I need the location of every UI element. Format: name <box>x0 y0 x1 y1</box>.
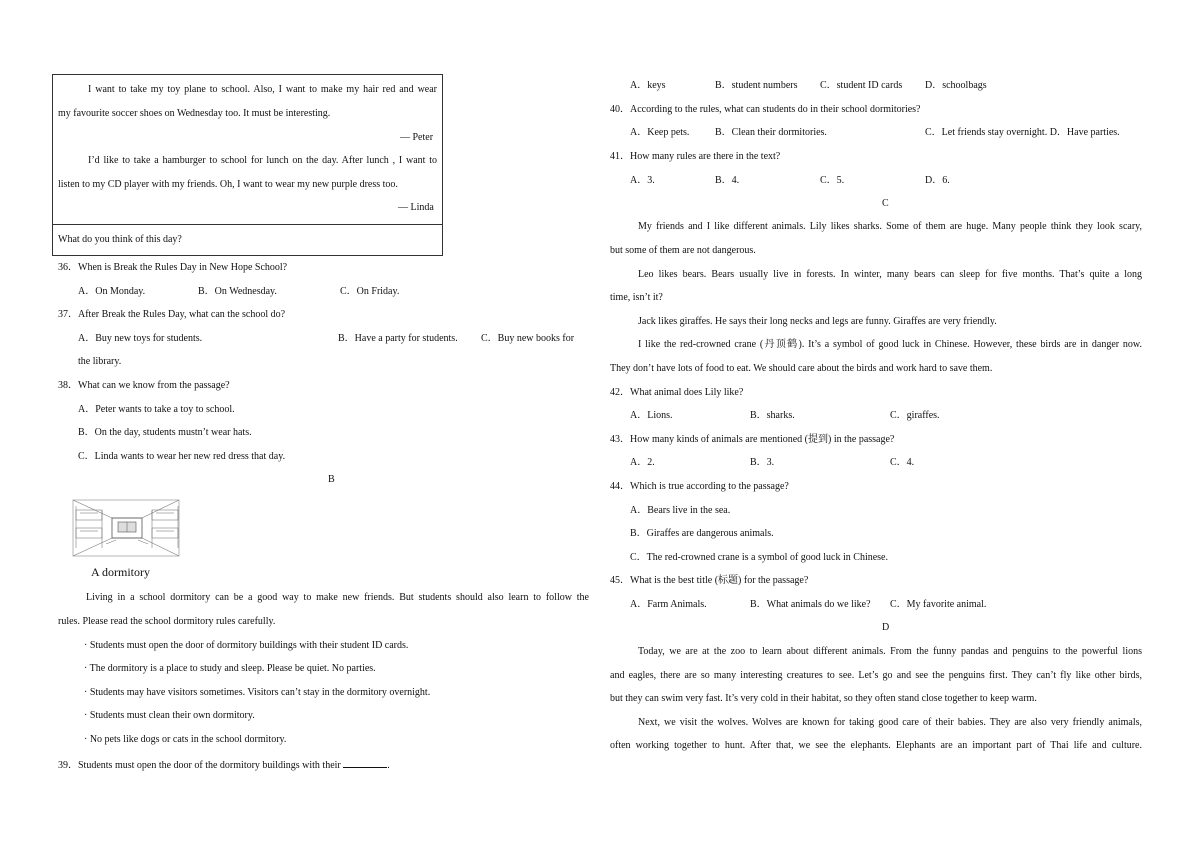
q38-option-b: B．On the day, students mustn’t wear hats. <box>78 427 252 438</box>
q39-option-c: C．student ID cards <box>820 80 903 91</box>
linda-signature: — Linda <box>398 202 434 213</box>
rule-1: · Students must open the door of dormitory buildings with their student ID cards. <box>84 640 409 651</box>
q37-option-a: A．Buy new toys for students. <box>78 333 203 344</box>
passage-c-line-4: time, isn’t it? <box>610 292 663 303</box>
q43-stem: 43．How many kinds of animals are mentioned (提到) in the passage? <box>610 434 895 445</box>
passage-d-line-5: often working together to hunt. After that, we see the elephants. Elephants are an important part of Thai life and culture. <box>610 740 1142 751</box>
q42-option-b: B．sharks. <box>750 410 795 421</box>
q39-stem-text: 39．Students must open the door of the dormitory buildings with their <box>58 760 341 771</box>
q37-option-b: B．Have a party for students. <box>338 333 458 344</box>
q40-option-b: B．Clean their dormitories. <box>715 127 827 138</box>
passage-c-line-3: Leo likes bears. Bears usually live in forests. In winter, many bears can sleep for five months. That’s quite a long <box>638 269 1142 280</box>
q40-option-cd: C．Let friends stay overnight. D．Have parties. <box>925 127 1120 138</box>
q45-option-b: B．What animals do we like? <box>750 599 871 610</box>
linda-line-2: listen to my CD player with my friends. Oh, I want to wear my new purple dress too. <box>58 179 398 190</box>
q39-stem <box>58 758 390 772</box>
linda-line-1: I’d like to take a hamburger to school for lunch on the day. After lunch , I want to <box>88 155 437 166</box>
peter-line-1: I want to take my toy plane to school. Also, I want to make my hair red and wear <box>88 84 437 95</box>
q39-option-b: B．student numbers <box>715 80 798 91</box>
passage-c-line-1: My friends and I like different animals. Lily likes sharks. Some of them are huge. Many people think they look scary, <box>638 221 1142 232</box>
q37-stem: 37．After Break the Rules Day, what can the school do? <box>58 309 286 320</box>
q40-option-a: A．Keep pets. <box>630 127 690 138</box>
q37-option-c: C．Buy new books for <box>481 333 575 344</box>
peter-signature: — Peter <box>400 132 434 143</box>
q38-stem: 38．What can we know from the passage? <box>58 380 230 391</box>
passage-c-line-2: but some of them are not dangerous. <box>610 245 756 256</box>
q44-option-a: A．Bears live in the sea. <box>630 505 731 516</box>
q41-option-a: A．3. <box>630 175 655 186</box>
box-question: What do you think of this day? <box>58 234 182 245</box>
q36-option-a: A．On Monday. <box>78 286 146 297</box>
q45-option-c: C．My favorite animal. <box>890 599 987 610</box>
q40-stem: 40．According to the rules, what can students do in their school dormitories? <box>610 104 921 115</box>
q36-option-c: C．On Friday. <box>340 286 400 297</box>
q41-option-c: C．5. <box>820 175 845 186</box>
q39-option-d: D．schoolbags <box>925 80 987 91</box>
q38-option-c: C．Linda wants to wear her new red dress that day. <box>78 451 286 462</box>
q42-option-a: A．Lions. <box>630 410 673 421</box>
q44-option-c: C．The red-crowned crane is a symbol of good luck in Chinese. <box>630 552 888 563</box>
q38-option-a: A．Peter wants to take a toy to school. <box>78 404 235 415</box>
rule-4: · Students must clean their own dormitory. <box>84 710 255 721</box>
q43-option-c: C．4. <box>890 457 915 468</box>
dormitory-image <box>72 496 182 560</box>
passage-b-line-1: Living in a school dormitory can be a good way to make new friends. But students should also learn to follow the <box>86 592 589 603</box>
section-b-heading: B <box>328 474 335 485</box>
q39-stem-end: . <box>387 760 390 771</box>
q43-option-a: A．2. <box>630 457 655 468</box>
rule-3: · Students may have visitors sometimes. Visitors can’t stay in the dormitory overnight. <box>84 687 431 698</box>
rule-2: · The dormitory is a place to study and sleep. Please be quiet. No parties. <box>84 663 376 674</box>
passage-d-line-1: Today, we are at the zoo to learn about different animals. From the funny pandas and penguins to the powerful lions <box>638 646 1142 657</box>
section-d-heading: D <box>882 622 890 633</box>
passage-b-line-2: rules. Please read the school dormitory rules carefully. <box>58 616 276 627</box>
q44-option-b: B．Giraffes are dangerous animals. <box>630 528 774 539</box>
q43-option-b: B．3. <box>750 457 775 468</box>
box-divider <box>53 224 442 225</box>
q41-option-b: B．4. <box>715 175 740 186</box>
passage-d-line-2: and eagles, there are so many interesting creatures to see. Let’s go and see the penguins first. They can’t fly like other birds, <box>610 670 1142 681</box>
q36-stem: 36．When is Break the Rules Day in New Hope School? <box>58 262 288 273</box>
passage-c-line-6: I like the red-crowned crane (丹顶鹤). It’s a symbol of good luck in Chinese. However, these birds are in danger now. <box>638 339 1142 350</box>
passage-d-line-4: Next, we visit the wolves. Wolves are known for taking good care of their babies. They are also very friendly animals, <box>638 717 1142 728</box>
q45-option-a: A．Farm Animals. <box>630 599 707 610</box>
q45-stem: 45．What is the best title (标题) for the passage? <box>610 575 809 586</box>
q39-option-a: A．keys <box>630 80 666 91</box>
peter-line-2: my favourite soccer shoes on Wednesday too. It must be interesting. <box>58 108 331 119</box>
passage-d-line-3: but they can swim very fast. It’s very cold in their habitat, so they often stand close together to keep warm. <box>610 693 1037 704</box>
q39-blank <box>343 758 387 768</box>
q41-stem: 41．How many rules are there in the text? <box>610 151 781 162</box>
rule-5: · No pets like dogs or cats in the school dormitory. <box>84 734 287 745</box>
q44-stem: 44．Which is true according to the passage? <box>610 481 789 492</box>
section-c-heading: C <box>882 198 889 209</box>
q42-stem: 42．What animal does Lily like? <box>610 387 744 398</box>
dormitory-caption: A dormitory <box>91 565 150 579</box>
q36-option-b: B．On Wednesday. <box>198 286 277 297</box>
q42-option-c: C．giraffes. <box>890 410 940 421</box>
q37-option-c-cont: the library. <box>78 356 122 367</box>
q41-option-d: D．6. <box>925 175 950 186</box>
passage-c-line-5: Jack likes giraffes. He says their long necks and legs are funny. Giraffes are very friendly. <box>638 316 997 327</box>
passage-c-line-7: They don’t have lots of food to eat. We should care about the birds and work hard to save them. <box>610 363 993 374</box>
